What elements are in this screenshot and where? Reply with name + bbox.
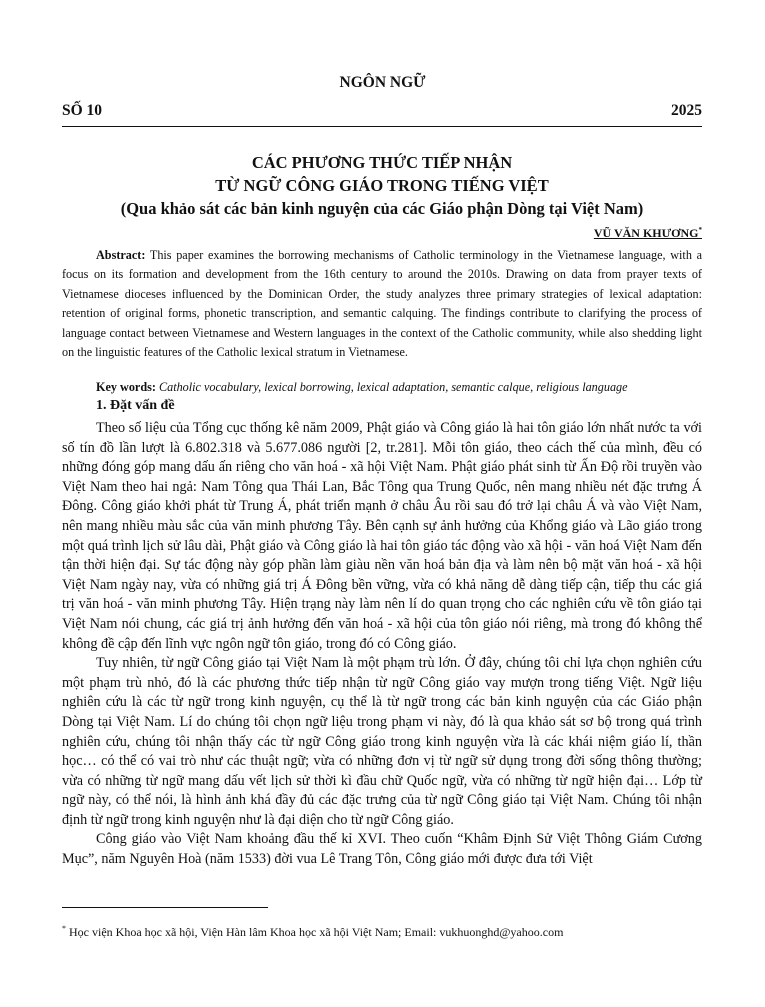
- abstract-text: This paper examines the borrowing mechanisms of Catholic terminology in the Vietnamese language, with a focus on its formation and development from the 16th century to around the 2010s. Drawing on data from prayer texts of Vietnamese dioceses influenced by the Dominican Order, the study analyzes three primary strategies of lexical adaptation: retention of original forms, phonetic transcription, and semantic calquing. The findings contribute to clarifying the process of language contact between Vietnamese and Western languages in the context of the Catholic community, while also shedding light on the linguistic features of the Catholic lexical stratum in Vietnamese.: [62, 248, 702, 360]
- abstract-label: Abstract:: [96, 248, 146, 262]
- body-text: [62, 419, 702, 870]
- body-paragraph: Theo số liệu của Tổng cục thống kê năm 2009, Phật giáo và Công giáo là hai tôn giáo lớn nhất nước ta với số tín đồ lần lượt là 6.802.318 và 5.677.086 người [2, tr.281]. Mỗi tôn giáo, theo cách thế của mình, đều có những đóng góp mang dấu ấn riêng cho văn hoá - xã hội Việt Nam. Phật giáo phát sinh từ Ấn Độ rồi truyền vào Việt Nam theo hai ngả: Nam Tông qua Thái Lan, Bắc Tông qua Trung Quốc, nên mang nhiều nét đặc trưng Á Đông. Công giáo khởi phát từ Trung Á, phát triển mạnh ở châu Âu rồi sau đó trở lại châu Á và vào Việt Nam, nên mang nhiều màu sắc của văn minh phương Tây. Bên cạnh sự ảnh hưởng của Khổng giáo và Lão giáo trong một quá trình lịch sử lâu dài, Phật giáo và Công giáo là hai tôn giáo tác động vào xã hội - văn hoá Việt Nam đến tận thời hiện đại. Sự tác động này góp phần làm giàu nền văn hoá bản địa và làm nên bộ mặt văn hoá - xã hội Việt Nam ngày nay, vừa có những giá trị Á Đông bền vững, vừa có khả năng dễ dàng tiếp cận, tiếp thu các giá trị văn hoá - văn minh phương Tây. Hiện trạng này làm nên lí do quan trọng cho các nghiên cứu về tôn giáo tại Việt Nam nói chung, các giá trị ảnh hưởng đến văn hoá - xã hội của tôn giáo nói riêng, mà trong đó không thể không đề cập đến lĩnh vực ngôn ngữ tôn giáo, trong đó có Công giáo.: [62, 420, 702, 652]
- keywords-label: Key words:: [96, 380, 156, 394]
- keywords: [96, 380, 702, 395]
- keywords-text: Catholic vocabulary, lexical borrowing, lexical adaptation, semantic calque, religious language: [155, 380, 628, 394]
- author-name-text: VŨ VĂN KHƯƠNG: [593, 226, 699, 240]
- footnote-mark: *: [62, 924, 66, 933]
- section-heading: 1. Đặt vấn đề: [96, 398, 175, 413]
- footnote-divider: [62, 907, 268, 908]
- author-footnote-mark: *: [698, 226, 702, 234]
- article-title-line-1: CÁC PHƯƠNG THỨC TIẾP NHẬN: [251, 153, 513, 172]
- footnote-text: Học viện Khoa học xã hội, Viện Hàn lâm Khoa học xã hội Việt Nam; Email: vukhuonghd@yahoo.com: [66, 925, 564, 939]
- article-subtitle: (Qua khảo sát các bản kinh nguyện của các Giáo phận Dòng tại Việt Nam): [120, 199, 644, 218]
- abstract: [62, 246, 702, 362]
- issue-year: 2025: [671, 102, 702, 119]
- author-name: [594, 226, 702, 241]
- issue-label: SỐ 10: [62, 102, 103, 119]
- footnote: [62, 924, 702, 940]
- header-divider: [62, 126, 702, 127]
- body-paragraph: Tuy nhiên, từ ngữ Công giáo tại Việt Nam là một phạm trù lớn. Ở đây, chúng tôi chỉ lựa chọn nghiên cứu một phạm trù nhỏ, đó là các phương thức tiếp nhận từ ngữ Công giáo vay mượn trong tiếng Việt. Ngữ liệu nghiên cứu là các từ ngữ trong kinh nguyện, cụ thể là từ ngữ trong các bản kinh nguyện của các Giáo phận Dòng tại Việt Nam. Lí do chúng tôi chọn ngữ liệu trong phạm vi này, đó là qua khảo sát sơ bộ trong quá trình nghiên cứu, chúng tôi nhận thấy các từ ngữ Công giáo trong kinh nguyện vừa là các khái niệm giáo lí, thần học… có thể có vai trò như các thuật ngữ; vừa có những đơn vị từ ngữ sử dụng trong đời sống thông thường; vừa có những từ ngữ mang dấu vết lịch sử thời kì đầu chữ Quốc ngữ, vừa có những từ ngữ hiện đại… Lớp từ ngữ này, có thể nói, là hình ảnh khá đầy đủ các đặc trưng của từ ngữ Công giáo tại Việt Nam. Chúng tôi nhận định từ ngữ trong kinh nguyện như là đại diện cho từ ngữ Công giáo.: [62, 655, 702, 828]
- journal-name: NGÔN NGỮ: [339, 74, 426, 91]
- body-paragraph: Công giáo vào Việt Nam khoảng đầu thế kỉ XVI. Theo cuốn “Khâm Định Sử Việt Thông Giám Cương Mục”, năm Nguyên Hoà (năm 1533) đời vua Lê Trang Tôn, Công giáo mới được đưa tới Việt: [62, 831, 702, 868]
- article-title-line-2: TỪ NGỮ CÔNG GIÁO TRONG TIẾNG VIỆT: [215, 176, 549, 195]
